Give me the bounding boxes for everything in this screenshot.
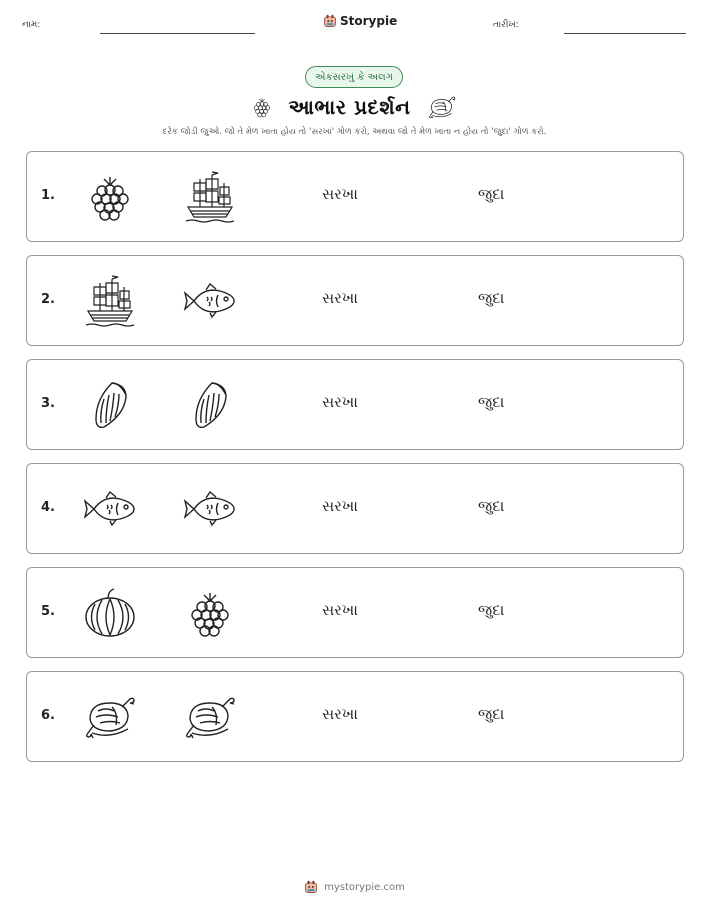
different-option[interactable]: જુદા bbox=[478, 601, 505, 619]
storypie-logo-icon bbox=[323, 14, 337, 28]
ship-icon bbox=[82, 273, 138, 329]
brand-logo bbox=[323, 14, 397, 28]
question-number: 1. bbox=[41, 188, 55, 203]
page-title: આભાર પ્રદર્શન bbox=[288, 95, 411, 119]
pumpkin-icon bbox=[82, 585, 138, 641]
different-option[interactable]: જુદા bbox=[478, 497, 505, 515]
brand-name: Storypie bbox=[340, 14, 398, 28]
seed-icon bbox=[182, 377, 238, 433]
same-option[interactable]: સરખા bbox=[322, 185, 358, 203]
question-row-3 bbox=[26, 359, 684, 450]
footer-url[interactable]: mystorypie.com bbox=[324, 881, 405, 893]
question-row-2 bbox=[26, 255, 684, 346]
raspberry-icon bbox=[182, 585, 238, 641]
different-option[interactable]: જુદા bbox=[478, 705, 505, 723]
raspberry-icon bbox=[250, 95, 274, 119]
raspberry-icon bbox=[82, 169, 138, 225]
question-number: 4. bbox=[41, 500, 55, 515]
footer bbox=[0, 880, 709, 894]
turkey-icon bbox=[82, 689, 138, 745]
fish-icon bbox=[182, 481, 238, 537]
activity-badge: એકસરખું કે અલગ bbox=[305, 66, 403, 88]
question-row-6 bbox=[26, 671, 684, 762]
date-label: તારીખ: bbox=[493, 20, 519, 30]
turkey-icon bbox=[182, 689, 238, 745]
same-option[interactable]: સરખા bbox=[322, 393, 358, 411]
question-number: 3. bbox=[41, 396, 55, 411]
seed-icon bbox=[82, 377, 138, 433]
question-row-5 bbox=[26, 567, 684, 658]
question-number: 6. bbox=[41, 708, 55, 723]
question-number: 2. bbox=[41, 292, 55, 307]
fish-icon bbox=[182, 273, 238, 329]
different-option[interactable]: જુદા bbox=[478, 185, 505, 203]
same-option[interactable]: સરખા bbox=[322, 289, 358, 307]
different-option[interactable]: જુદા bbox=[478, 289, 505, 307]
question-number: 5. bbox=[41, 604, 55, 619]
same-option[interactable]: સરખા bbox=[322, 601, 358, 619]
title-row bbox=[0, 92, 709, 122]
storypie-logo-icon bbox=[304, 880, 318, 894]
same-option[interactable]: સરખા bbox=[322, 497, 358, 515]
question-row-4 bbox=[26, 463, 684, 554]
same-option[interactable]: સરખા bbox=[322, 705, 358, 723]
different-option[interactable]: જુદા bbox=[478, 393, 505, 411]
date-line[interactable] bbox=[564, 33, 686, 34]
name-line[interactable] bbox=[100, 33, 255, 34]
instructions: દરેક જોડી જુઓ. જો તે મેળ ખાતા હોય તો 'સરખા' ગોળ કરો, અથવા જો તે મેળ ખાતા ન હોય તો 'જુદા' ગોળ કરો. bbox=[162, 127, 547, 137]
name-label: નામ: bbox=[22, 20, 41, 30]
ship-icon bbox=[182, 169, 238, 225]
fish-icon bbox=[82, 481, 138, 537]
question-row-1 bbox=[26, 151, 684, 242]
turkey-icon bbox=[425, 92, 459, 122]
